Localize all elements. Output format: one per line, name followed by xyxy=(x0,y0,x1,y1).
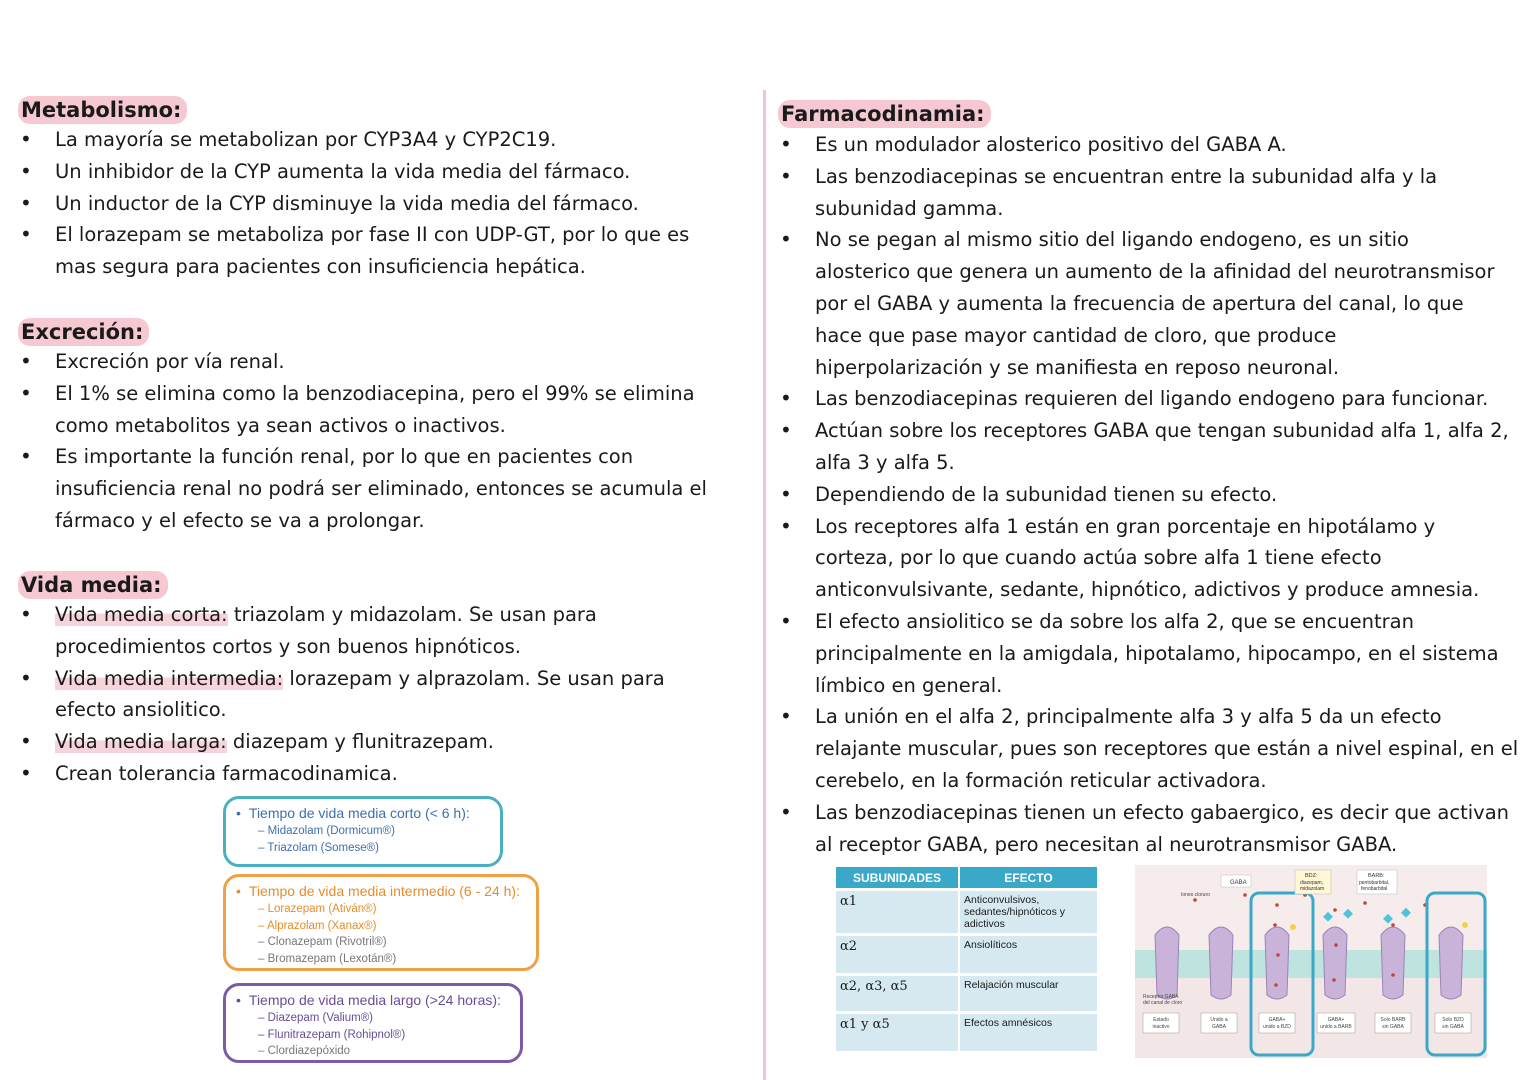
table-cell: Efectos amnésicos xyxy=(959,1013,1098,1051)
box-title: Tiempo de vida media largo (>24 horas): xyxy=(248,992,501,1008)
cytoplasm xyxy=(1135,978,1487,1058)
label-receptor: del canal de cloro xyxy=(1143,1000,1183,1006)
list-item: • Excreción por vía renal. xyxy=(18,346,748,378)
legend-barb-drug: fenobarbital xyxy=(1361,886,1388,892)
state-label: Estado xyxy=(1153,1017,1169,1023)
list-item: • Las benzodiacepinas tienen un efecto gabaergico, es decir que activan al receptor GABA, pero necesitan al neurotransmisor GABA. xyxy=(778,797,1525,861)
state-label: GABA+ xyxy=(1327,1017,1345,1023)
state-label: unido a BARB xyxy=(1320,1024,1352,1030)
drug-item: – Bromazepam (Lexotán®) xyxy=(258,951,536,968)
receptor-shape xyxy=(1155,927,1179,999)
box-title: Tiempo de vida media corto (< 6 h): xyxy=(248,805,470,821)
table-cell: α2, α3, α5 xyxy=(836,975,959,1013)
table-cell: α2 xyxy=(836,935,959,975)
label-iones: Iones cloruro xyxy=(1181,892,1210,898)
ion-dot xyxy=(1276,953,1280,957)
list-item: • El efecto ansiolitico se da sobre los alfa 2, que se encuentran principalmente en la amigdala, hipotalamo, hipocampo, en el sistema límbico en general. xyxy=(778,606,1505,701)
list-item: • El 1% se elimina como la benzodiacepina, pero el 99% se elimina como metabolitos ya sean activos o inactivos. xyxy=(18,378,705,442)
item-text: triazolam y midazolam. Se usan para procedimientos cortos y son buenos hipnóticos. xyxy=(55,603,597,658)
highlight-label: Vida media intermedia: xyxy=(55,666,284,690)
ion-dot xyxy=(1332,978,1336,982)
list-item: • Actúan sobre los receptores GABA que tengan subunidad alfa 1, alfa 2, alfa 3 y alfa 5. xyxy=(778,415,1525,479)
subunit-effect-table xyxy=(836,867,1099,1051)
list-item: • Dependiendo de la subunidad tienen su efecto. xyxy=(778,479,1503,511)
section-vida-media xyxy=(18,571,748,790)
receptor-shape xyxy=(1265,927,1289,999)
section-excrecion xyxy=(18,318,748,537)
list-item: • Los receptores alfa 1 están en gran porcentaje en hipotálamo y corteza, por lo que cuando actúa sobre alfa 1 tiene efecto anticonvulsivante, sedante, hipnótico, adictivos y produce amnesia. xyxy=(778,511,1503,606)
section-farmacodinamia xyxy=(778,100,1519,860)
table-cell: Relajación muscular xyxy=(959,975,1098,1013)
drug-item: – Lorazepam (Ativán®) xyxy=(258,901,536,918)
drug-item: – Clonazepam (Rivotril®) xyxy=(258,934,536,951)
drug-item: – Triazolam (Somese®) xyxy=(258,840,500,857)
bdz-marker xyxy=(1290,924,1296,930)
state-label: inactivo xyxy=(1152,1024,1170,1030)
state-label: GABA+ xyxy=(1268,1017,1286,1023)
list-item: • Un inductor de la CYP disminuye la vida media del fármaco. xyxy=(18,188,748,220)
legend-bdz-drug: midazolam xyxy=(1300,886,1325,892)
list-item: • Es importante la función renal, por lo que en pacientes con insuficiencia renal no podrá ser eliminado, entonces se acumula el fármaco y el efecto se va a prolongar. xyxy=(18,441,745,536)
drug-item: – Midazolam (Dormicum®) xyxy=(258,823,500,840)
table-row xyxy=(836,975,1098,1013)
item-text: diazepam y flunitrazepam. xyxy=(226,730,494,754)
drug-item: – Diazepam (Valium®) xyxy=(258,1010,520,1027)
highlight-label: Vida media larga: xyxy=(55,730,227,754)
ion-dot xyxy=(1391,923,1395,927)
state-box xyxy=(1435,1013,1471,1033)
state-box xyxy=(1375,1013,1411,1033)
state-label: unido a BZD xyxy=(1263,1024,1291,1030)
ion-dot xyxy=(1363,901,1367,905)
state-box xyxy=(1201,1013,1237,1033)
ion-dot xyxy=(1333,908,1337,912)
list-item xyxy=(18,758,748,790)
table-row xyxy=(836,935,1098,975)
membrane xyxy=(1135,950,1487,978)
state-label: Solo BZD xyxy=(1442,1017,1464,1023)
state-box xyxy=(1317,1013,1355,1033)
list-item xyxy=(18,599,735,663)
state-label: Unido a xyxy=(1210,1017,1228,1023)
column-divider xyxy=(763,90,766,1080)
ion-dot xyxy=(1274,983,1278,987)
table-cell: Anticonvulsivos, sedantes/hipnóticos y adictivos xyxy=(959,890,1098,935)
table-row xyxy=(836,890,1098,935)
label-receptor: Receptor GABA xyxy=(1143,994,1179,1000)
table-row xyxy=(836,1013,1098,1051)
heading-metabolismo: Metabolismo: xyxy=(18,96,187,124)
box-vida-media-intermedio: • Tiempo de vida media intermedio (6 - 24 h): – Lorazepam (Ativán®) – Alprazolam (Xanax®) – Clonazepam (Rivotril®) – Bromazepam (Lexotán®) xyxy=(223,874,539,971)
drug-item: – Flunitrazepam (Rohipnol®) xyxy=(258,1027,520,1044)
ion-dot xyxy=(1391,973,1395,977)
ion-dot xyxy=(1193,898,1197,902)
table-cell: Ansiolíticos xyxy=(959,935,1098,975)
legend-gaba: GABA xyxy=(1230,880,1247,886)
bdz-marker xyxy=(1462,922,1468,928)
heading-excrecion: Excreción: xyxy=(18,318,149,346)
receptor-shape xyxy=(1381,927,1405,999)
state-label: GABA xyxy=(1212,1024,1226,1030)
box-vida-media-largo: • Tiempo de vida media largo (>24 horas): – Diazepam (Valium®) – Flunitrazepam (Rohipnol®) – Clordiazepóxido xyxy=(223,983,523,1063)
table-cell: α1 y α5 xyxy=(836,1013,959,1051)
drug-item: – Alprazolam (Xanax®) xyxy=(258,918,536,935)
legend-barb-drug: pentobarbital, xyxy=(1359,880,1390,886)
ion-dot xyxy=(1243,893,1247,897)
list-item xyxy=(18,726,748,758)
box-title: Tiempo de vida media intermedio (6 - 24 h): xyxy=(248,883,520,899)
state-box xyxy=(1259,1013,1295,1033)
gaba-receptor-figure xyxy=(1135,865,1487,1058)
table-cell: α1 xyxy=(836,890,959,935)
item-text: Crean tolerancia farmacodinamica. xyxy=(55,761,398,785)
legend-barb: BARB: xyxy=(1368,873,1385,879)
section-metabolismo xyxy=(18,96,748,283)
receptor-shape xyxy=(1323,927,1347,999)
legend-bdz: BDZ: xyxy=(1305,873,1318,879)
heading-farmacodinamia: Farmacodinamia: xyxy=(778,100,991,128)
state-box xyxy=(1143,1013,1179,1033)
state-label: sin GABA xyxy=(1442,1024,1464,1030)
drug-item: – Clordiazepóxido xyxy=(258,1043,520,1060)
state-label: sin GABA xyxy=(1382,1024,1404,1030)
table-header: SUBUNIDADES xyxy=(836,867,959,890)
list-item: • La unión en el alfa 2, principalmente alfa 3 y alfa 5 da un efecto relajante muscular, pues son receptores que están a nivel espinal, en el cerebelo, en la formación reticular activadora. xyxy=(778,701,1525,796)
ion-dot xyxy=(1334,943,1338,947)
list-item: • Es un modulador alosterico positivo del GABA A. xyxy=(778,129,1503,161)
legend-bdz-drug: diazepam, xyxy=(1300,880,1324,886)
list-item: • No se pegan al mismo sitio del ligando endogeno, es un sitio alosterico que genera un aumento de la afinidad del neurotransmisor por el GABA y aumenta la frecuencia de apertura del canal, lo que hace que pase mayor cantidad de cloro, que produce hiperpolarización y se manifiesta en reposo neuronal. xyxy=(778,224,1503,383)
item-text: lorazepam y alprazolam. Se usan para efecto ansiolitico. xyxy=(55,666,665,722)
table-header: EFECTO xyxy=(959,867,1098,890)
ion-dot xyxy=(1273,923,1277,927)
list-item: • La mayoría se metabolizan por CYP3A4 y CYP2C19. xyxy=(18,124,748,156)
list-item: • Las benzodiacepinas requieren del ligando endogeno para funcionar. xyxy=(778,383,1503,415)
box-vida-media-corto: • Tiempo de vida media corto (< 6 h): – Midazolam (Dormicum®) – Triazolam (Somese®) xyxy=(223,796,503,867)
list-item: • Las benzodiacepinas se encuentran entre la subunidad alfa y la subunidad gamma. xyxy=(778,161,1465,225)
state-label: Solo BARB xyxy=(1380,1017,1406,1023)
list-item: • Un inhibidor de la CYP aumenta la vida media del fármaco. xyxy=(18,156,748,188)
list-item: • El lorazepam se metaboliza por fase II con UDP-GT, por lo que es mas segura para pacientes con insuficiencia hepática. xyxy=(18,219,715,283)
ion-dot xyxy=(1275,903,1279,907)
highlight-label: Vida media corta: xyxy=(55,603,228,626)
receptor-shape xyxy=(1209,927,1233,999)
list-item xyxy=(18,663,715,727)
heading-vida-media: Vida media: xyxy=(18,571,168,599)
receptor-shape xyxy=(1439,927,1463,999)
